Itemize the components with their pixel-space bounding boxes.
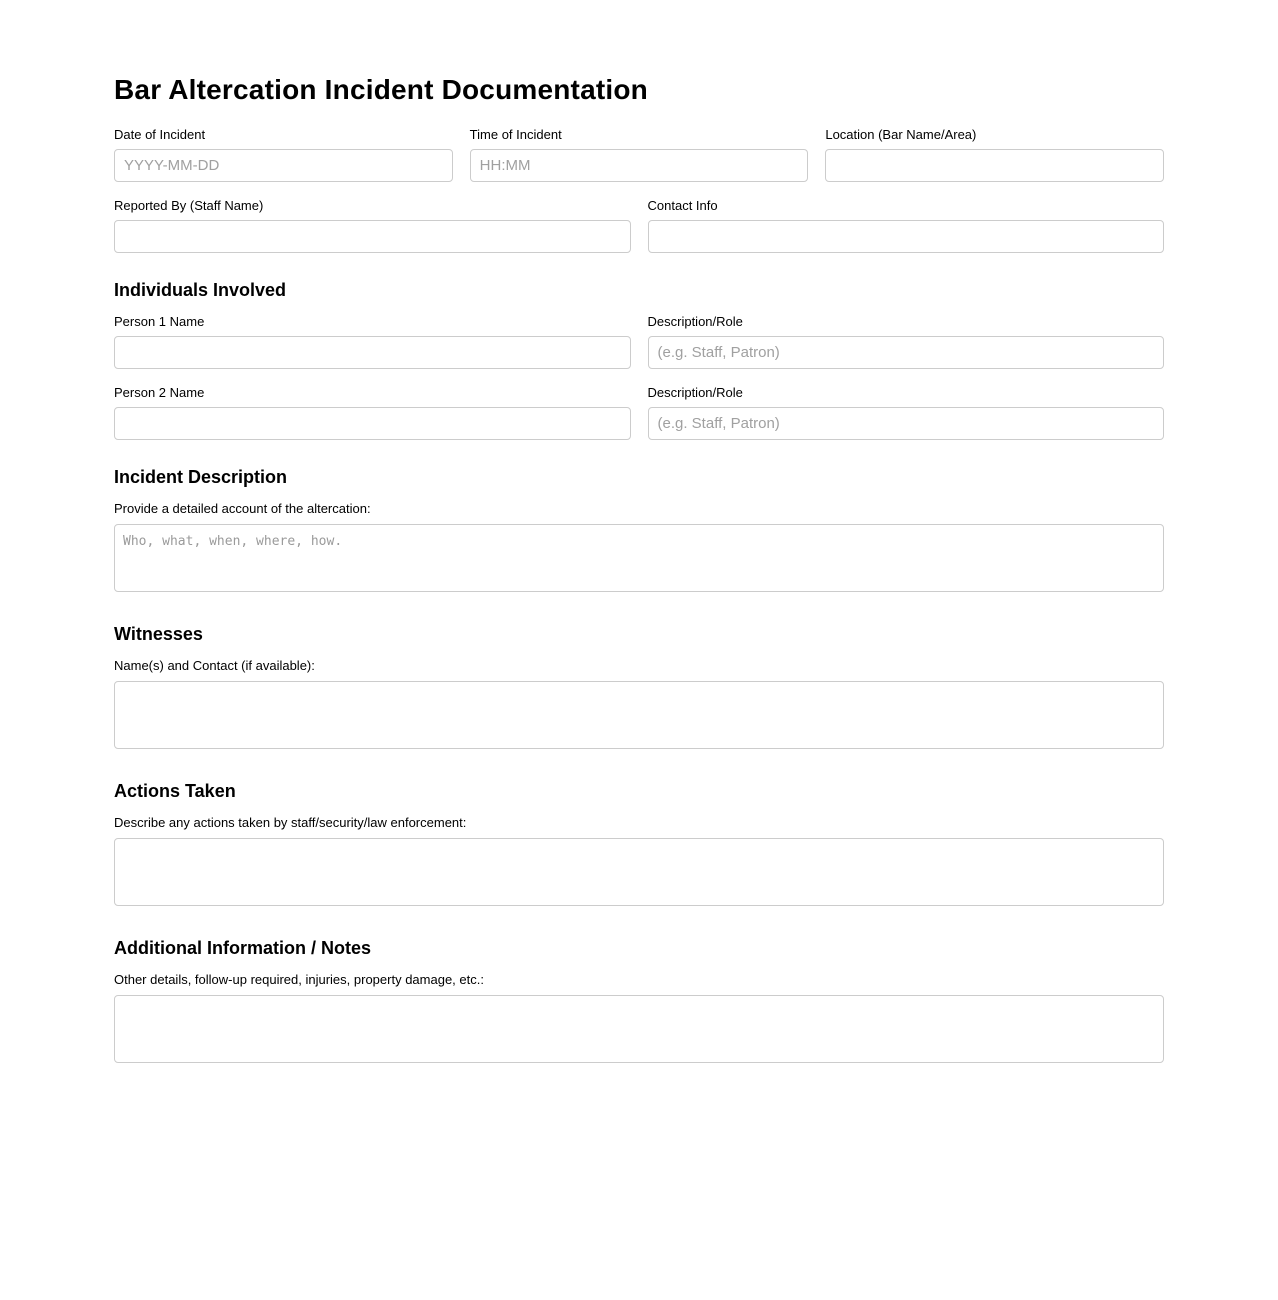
person2-name-input[interactable] [114,407,631,440]
time-of-incident-label: Time of Incident [469,127,562,142]
contact-info-input[interactable] [648,220,1165,253]
section-witnesses [114,624,1164,754]
contact-info-field [648,198,1165,253]
person2-name-field [114,385,631,440]
incident-form-page [114,0,1164,1148]
person1-role-field [648,314,1165,369]
witnesses-prompt: Name(s) and Contact (if available): [114,658,315,673]
actions-taken-prompt: Describe any actions taken by staff/security/law enforcement: [114,815,467,830]
date-of-incident-input[interactable] [114,149,453,182]
incident-description-prompt: Provide a detailed account of the altercation: [114,501,371,516]
section-actions-taken [114,781,1164,911]
section-additional-info [114,938,1164,1068]
row-person-1 [114,314,1164,369]
person1-role-input[interactable] [648,336,1165,369]
actions-taken-heading: Actions Taken [114,781,236,801]
location-input[interactable] [825,149,1164,182]
person2-name-label: Person 2 Name [114,385,205,400]
location-label: Location (Bar Name/Area) [825,127,977,142]
incident-description-heading: Incident Description [114,467,288,487]
person1-name-input[interactable] [114,336,631,369]
row-reporter [114,198,1164,253]
individuals-involved-heading: Individuals Involved [114,280,287,300]
section-incident-description [114,467,1164,597]
section-individuals-involved [114,280,1164,440]
additional-info-prompt: Other details, follow-up required, injuries, property damage, etc.: [114,972,484,987]
person1-name-label: Person 1 Name [114,314,205,329]
person2-role-label: Description/Role [647,385,743,400]
time-of-incident-field [470,127,809,182]
witnesses-heading: Witnesses [114,624,203,644]
additional-info-textarea[interactable] [114,995,1164,1063]
reported-by-field [114,198,631,253]
witnesses-textarea[interactable] [114,681,1164,749]
person2-role-field [648,385,1165,440]
reported-by-label: Reported By (Staff Name) [114,198,264,213]
person1-name-field [114,314,631,369]
date-of-incident-label: Date of Incident [114,127,206,142]
row-person-2 [114,385,1164,440]
row-date-time-location [114,127,1164,182]
person1-role-label: Description/Role [647,314,743,329]
incident-description-textarea[interactable] [114,524,1164,592]
actions-taken-textarea[interactable] [114,838,1164,906]
time-of-incident-input[interactable] [470,149,809,182]
date-of-incident-field [114,127,453,182]
person2-role-input[interactable] [648,407,1165,440]
page-title: Bar Altercation Incident Documentation [114,74,648,105]
location-field [825,127,1164,182]
contact-info-label: Contact Info [647,198,718,213]
additional-info-heading: Additional Information / Notes [114,938,371,958]
reported-by-input[interactable] [114,220,631,253]
